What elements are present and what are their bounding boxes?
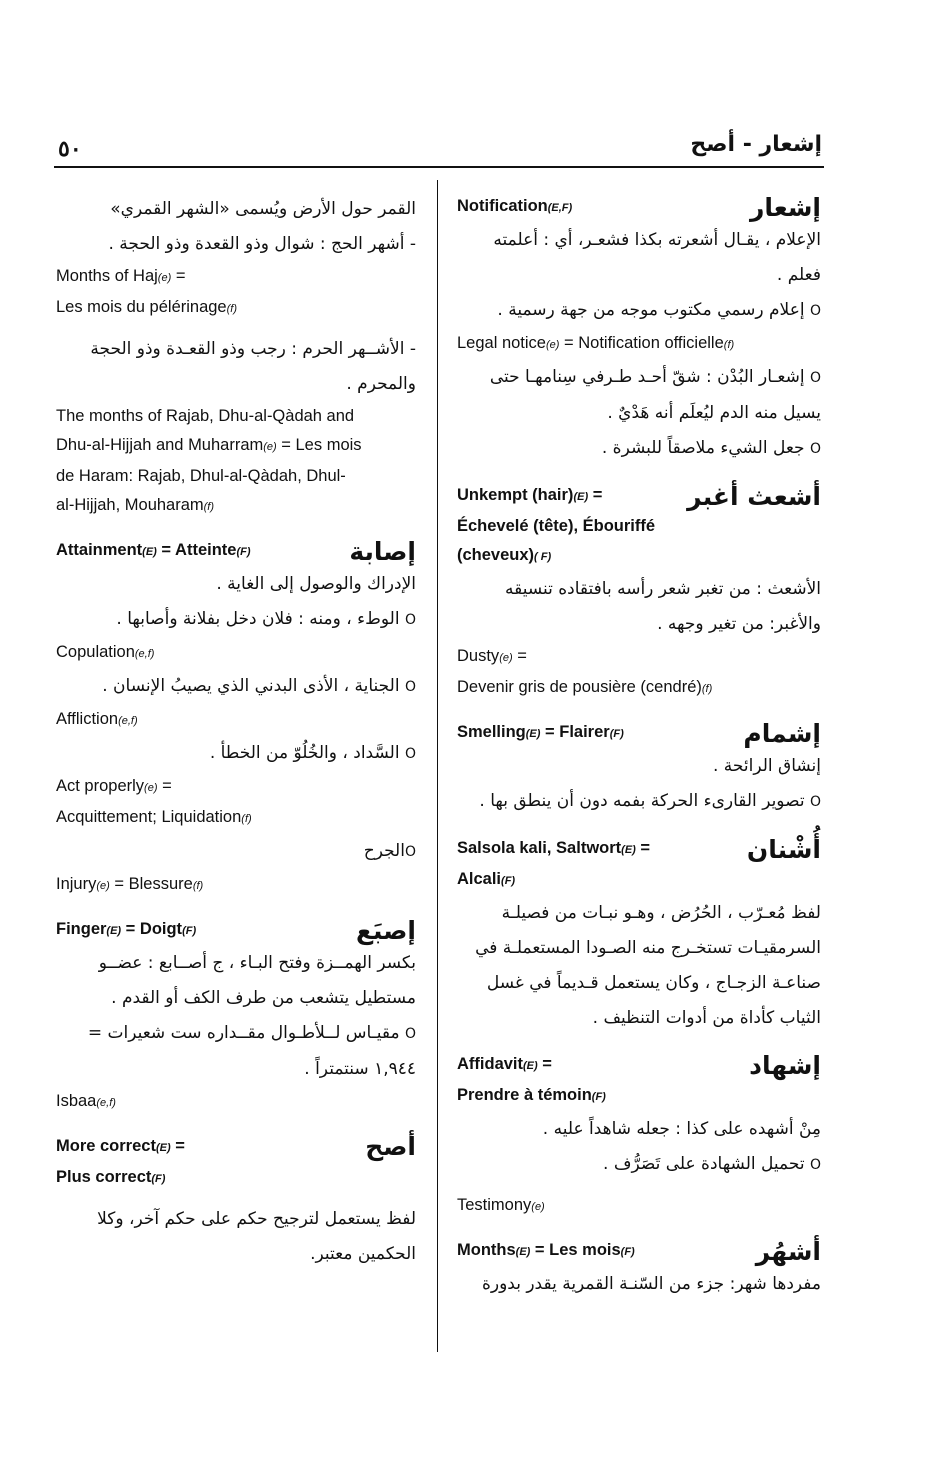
entry-translation: Finger(E) = Doigt(F): [56, 920, 197, 938]
circle-marker: O: [404, 1026, 416, 1042]
entry-months-continued: [56, 192, 416, 522]
arabic-line: الإعلام ، يقـال أشعرته بكذا فشعـر، أي : أعلمته: [493, 230, 821, 250]
arabic-line: فعلم .: [776, 265, 821, 285]
entry-ashath: [457, 481, 821, 704]
entry-ashhur: [457, 1236, 821, 1302]
english-line: Copulation(e,f): [56, 643, 155, 661]
entry-ishhad: [457, 1050, 821, 1222]
entry-isba: [56, 915, 416, 1118]
english-line: Injury(e) = Blessure(f): [56, 875, 204, 893]
headword: إشهاد: [749, 1051, 821, 1080]
arabic-line: مِنْ أشهده على كذا : جعله شاهداً عليه .: [542, 1119, 821, 1139]
headword: أشعث أغبر: [687, 482, 821, 511]
arabic-line: مفردها شهر: جزء من السّنـة القمرية يقدر بدورة: [481, 1274, 821, 1294]
english-line: Act properly(e) =: [56, 777, 172, 795]
english-line: de Haram: Rajab, Dhul-al-Qàdah, Dhul-: [56, 467, 346, 485]
french-line: Échevelé (tête), Ébouriffé: [457, 517, 656, 535]
arabic-line: لفظ مُعـرّب ، الحُرُض ، وهـو نبـات من فصيلـة: [501, 903, 821, 923]
english-line: Testimony(e): [457, 1196, 545, 1214]
entry-translation: Attainment(E) = Atteinte(F): [56, 541, 251, 559]
french-line: Prendre à témoin(F): [457, 1086, 606, 1104]
french-line: Acquittement; Liquidation(f): [56, 808, 252, 826]
arabic-line: O السَّداد ، والخُلُوّ من الخطأ .: [209, 743, 416, 763]
circle-marker: O: [404, 746, 416, 762]
arabic-line: والمحرم .: [346, 374, 416, 394]
entry-translation: Affidavit(E) =: [457, 1055, 552, 1073]
column-divider: [437, 180, 438, 1352]
entry-translation: Smelling(E) = Flairer(F): [457, 723, 624, 741]
entry-ishaar: [457, 192, 821, 467]
entry-header: [56, 1132, 416, 1194]
english-line: al-Hijjah, Mouharam(f): [56, 496, 215, 514]
entry-isaba: [56, 536, 416, 901]
arabic-line: بكسر الهمــزة وفتح البـاء ، ج أصــابع : عضــو: [98, 953, 416, 973]
headword: إصابة: [349, 537, 416, 566]
arabic-line: الأشعث : من تغبر شعر رأسه بافتقاده تنسيقه: [504, 579, 821, 599]
headword: أصح: [365, 1132, 416, 1161]
entry-header: [457, 1050, 821, 1081]
circle-marker: O: [809, 794, 821, 810]
page-number: ٥٠: [58, 136, 82, 162]
arabic-line: O مقيـاس لــلأطـوال مقــداره ست شعيرات =: [87, 1023, 416, 1043]
running-head: إشعار - أصح: [690, 132, 822, 157]
entry-translation: Months(E) = Les mois(F): [457, 1241, 635, 1259]
english-line: Affliction(e,f): [56, 710, 138, 728]
circle-marker: O: [404, 612, 416, 628]
arabic-line: الإدراك والوصول إلى الغاية .: [216, 574, 416, 594]
arabic-line: إنشاق الرائحة .: [712, 756, 821, 776]
arabic-line: O إشعـار البُدْن : شقّ أحـد طـرفي سِنامهـا حتى: [489, 367, 821, 387]
entry-header: [457, 192, 821, 223]
english-line: The months of Rajab, Dhu-al-Qàdah and: [56, 407, 355, 425]
circle-marker: O: [404, 844, 416, 860]
arabic-line: - الأشــهر الحرم : رجب وذو القعـدة وذو الحجة: [90, 339, 416, 359]
english-line: Months of Haj(e) =: [56, 267, 186, 285]
arabic-line: مستطيل يتشعب من طرف الكف أو القدم .: [111, 988, 416, 1008]
entry-header: [457, 1236, 821, 1267]
headword: أشهُر: [755, 1237, 821, 1266]
circle-marker: O: [404, 679, 416, 695]
arabic-line: O الجناية ، الأذى البدني الذي يصيبُ الإنسان .: [102, 676, 416, 696]
circle-marker: O: [809, 370, 821, 386]
arabic-line: O إعلام رسمي مكتوب موجه من جهة رسمية .: [497, 300, 821, 320]
entry-header: [457, 481, 821, 512]
arabic-line: صناعـة الزجـاج ، وكان يستعمل قـديماً في غسل: [486, 973, 821, 993]
english-line: Dusty(e) =: [457, 647, 527, 665]
arabic-line: O تحميل الشهادة على تَصَرُّف .: [603, 1154, 821, 1174]
entry-ushnan: [457, 834, 821, 1036]
right-column: [457, 192, 821, 1302]
entry-header: [457, 834, 821, 865]
circle-marker: O: [809, 441, 821, 457]
arabic-line: يسيل منه الدم ليُعلَم أنه هَدْيٌ .: [607, 403, 821, 423]
arabic-line: والأغبر: من تغير وجهه .: [657, 614, 821, 634]
french-line: (cheveux)( F): [457, 546, 552, 564]
headword: إشمام: [743, 719, 821, 748]
arabic-line: الثياب كأداة من أدوات التنظيف .: [592, 1008, 821, 1028]
circle-marker: O: [809, 1157, 821, 1173]
french-line: Devenir gris de pousière (cendré)(f): [457, 678, 713, 696]
arabic-line: - أشهر الحج : شوال وذو القعدة وذو الحجة .: [108, 234, 416, 254]
french-line: Les mois du pélérinage(f): [56, 298, 237, 316]
arabic-line: O جعل الشيء ملاصقاً للبشرة .: [601, 438, 821, 458]
circle-marker: O: [809, 303, 821, 319]
entry-translation: Salsola kali, Saltwort(E) =: [457, 839, 651, 857]
entry-header: [457, 718, 821, 749]
entry-translation: More correct(E) = Plus correct(F): [56, 1137, 185, 1186]
english-line: Legal notice(e) = Notification officielle(f): [457, 334, 735, 352]
entry-header: [56, 915, 416, 946]
headword: إصبَع: [355, 916, 416, 945]
headword: أُشْنان: [746, 835, 821, 864]
arabic-line: الحكمين معتبر.: [310, 1244, 416, 1264]
arabic-line: السرمقيـات تستخـرج منه الصـودا المستعملـة في: [475, 938, 821, 958]
entry-ishmam: [457, 718, 821, 820]
english-line: Dhu-al-Hijjah and Muharram(e) = Les mois: [56, 436, 362, 454]
arabic-line: O الوطء ، ومنه : فلان دخل بفلانة وأصابها .: [116, 609, 416, 629]
french-line: Alcali(F): [457, 870, 516, 888]
page-header: [54, 132, 824, 168]
left-column: [56, 192, 416, 1272]
english-line: Isbaa(e,f): [56, 1092, 116, 1110]
arabic-line: Oالجرح: [363, 841, 416, 861]
arabic-line: لفظ يستعمل لترجيح حكم على حكم آخر، وكلا: [97, 1209, 416, 1229]
entry-translation: Notification(E,F): [457, 197, 573, 215]
entry-asah: [56, 1132, 416, 1272]
arabic-line: O تصوير القارىء الحركة بفمه دون أن ينطق بها .: [479, 791, 821, 811]
entry-translation: Unkempt (hair)(E) =: [457, 486, 603, 504]
entry-header: [56, 536, 416, 567]
arabic-line: ١,٩٤٤ سنتمتراً .: [304, 1059, 416, 1079]
arabic-line: القمر حول الأرض ويُسمى «الشهر القمري»: [110, 199, 416, 219]
headword: إشعار: [749, 193, 821, 222]
